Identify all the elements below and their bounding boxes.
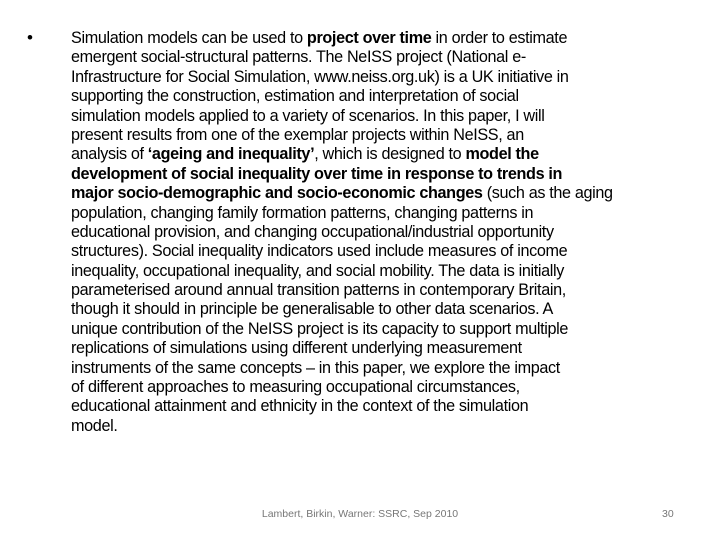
text-line [71, 300, 711, 319]
text-segment: replications of simulations using different underlying measurement [71, 339, 522, 358]
text-line [71, 48, 711, 67]
text-segment: Infrastructure for Social Simulation, www.neiss.org.uk) is a UK initiative in [71, 67, 569, 86]
text-line [71, 397, 711, 416]
bullet-marker: • [27, 28, 33, 47]
text-line [71, 204, 711, 223]
text-segment: structures). Social inequality indicators used include measures of income [71, 242, 568, 261]
text-line [71, 107, 711, 126]
bold-text-segment: project over time [306, 29, 432, 47]
text-segment: emergent social-structural patterns. The NeISS project (National e- [71, 48, 526, 67]
text-segment: population, changing family formation patterns, changing patterns in [71, 203, 534, 222]
text-line [71, 126, 711, 145]
text-line [71, 223, 711, 242]
text-line [71, 184, 711, 203]
text-segment: though it should in principle be generalisable to other data scenarios. A [71, 300, 553, 319]
text-segment: simulation models applied to a variety of scenarios. In this paper, I will [71, 106, 545, 125]
text-line [71, 262, 711, 281]
text-segment: , which is designed to [314, 145, 466, 164]
text-line [71, 29, 711, 48]
text-segment: instruments of the same concepts – in this paper, we explore the impact [71, 358, 560, 377]
text-line [71, 165, 711, 184]
text-segment: Simulation models can be used to [71, 29, 307, 47]
text-segment: educational provision, and changing occupational/industrial opportunity [71, 222, 554, 241]
text-segment: analysis of [71, 145, 148, 164]
bold-text-segment: model the [465, 145, 539, 164]
text-line [71, 242, 711, 261]
text-segment: present results from one of the exemplar projects within NeISS, an [71, 125, 524, 144]
text-line [71, 68, 711, 87]
text-line [71, 281, 711, 300]
text-segment: supporting the construction, estimation and interpretation of social [71, 87, 519, 106]
text-line [71, 339, 711, 358]
text-segment: educational attainment and ethnicity in the context of the simulation [71, 397, 529, 416]
slide-body-text [71, 29, 711, 436]
text-line [71, 359, 711, 378]
text-line [71, 145, 711, 164]
text-segment: in order to estimate [431, 29, 568, 47]
text-segment: unique contribution of the NeISS project is its capacity to support multiple [71, 319, 569, 338]
text-segment: of different approaches to measuring occupational circumstances, [71, 378, 520, 397]
text-segment: parameterised around annual transition patterns in contemporary Britain, [71, 281, 566, 300]
slide-page-number: 30 [662, 508, 674, 520]
text-line [71, 87, 711, 106]
text-line [71, 378, 711, 397]
text-segment: (such as the aging [482, 184, 613, 203]
bold-text-segment: development of social inequality over time in response to trends in [71, 164, 563, 183]
bold-text-segment: major socio-demographic and socio-economic changes [71, 184, 483, 203]
text-line [71, 417, 711, 436]
text-segment: inequality, occupational inequality, and social mobility. The data is initially [71, 261, 565, 280]
slide-footer: Lambert, Birkin, Warner: SSRC, Sep 2010 [261, 508, 459, 520]
text-line [71, 320, 711, 339]
bold-text-segment: ‘ageing and inequality’ [147, 145, 315, 164]
text-segment: model. [71, 416, 118, 435]
